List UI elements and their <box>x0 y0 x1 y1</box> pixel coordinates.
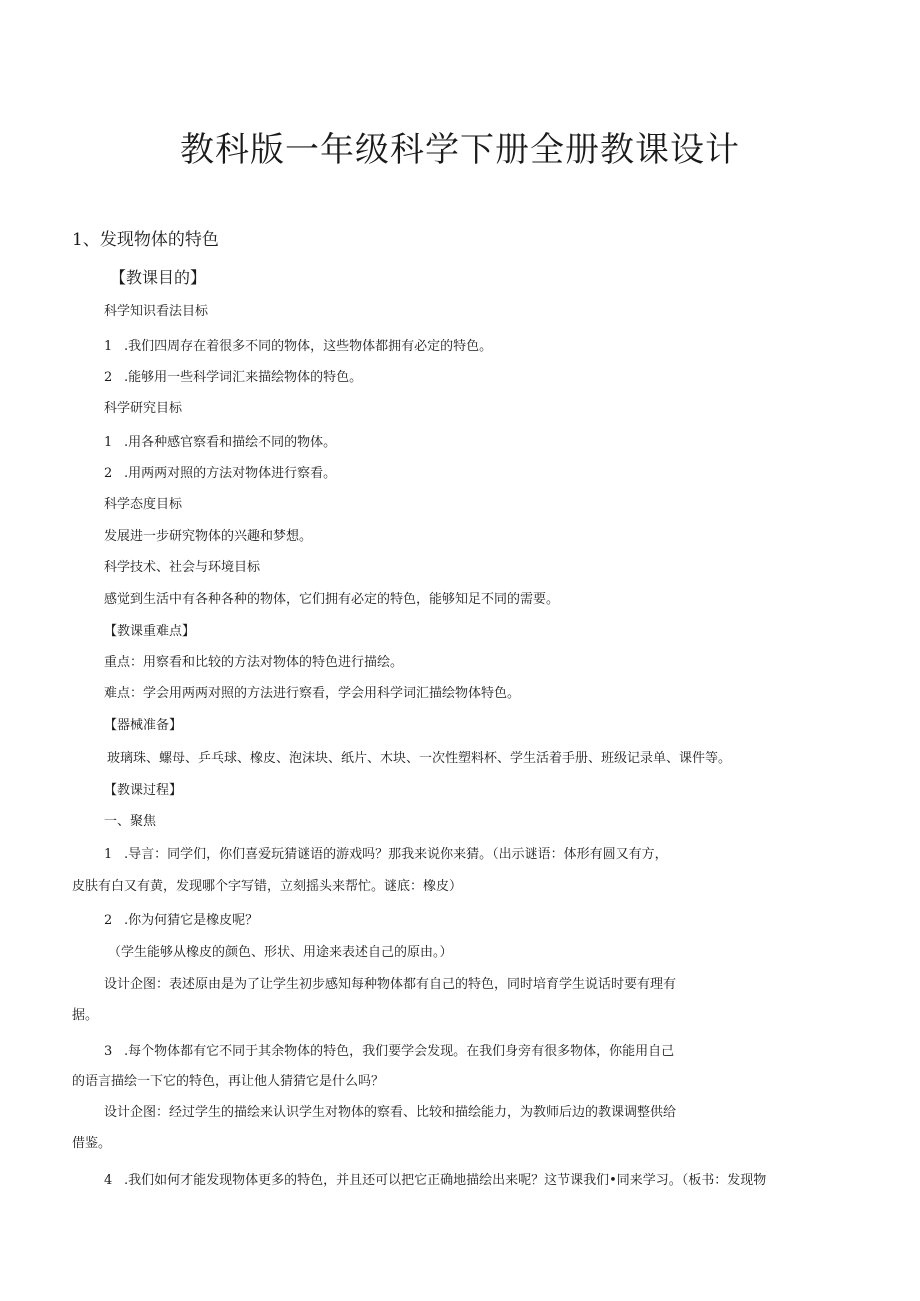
difficulty-text: 难点：学会用两两对照的方法进行察看，学会用科学词汇描绘物体特色。 <box>104 686 521 701</box>
item-text: .我们四周存在着很多不同的物体，这些物体都拥有必定的特色。 <box>124 339 493 354</box>
item-text: .用各种感官察看和描绘不同的物体。 <box>124 435 337 450</box>
inquiry-item-1 <box>104 434 336 452</box>
key-points-heading: 【教课重难点】 <box>104 624 196 639</box>
document-title: 教科版一年级科学下册全册教课设计 <box>180 130 740 170</box>
step-text: .每个物体都有它不同于其余物体的特色，我们要学会发现。在我们身旁有很多物体，你能用自己 <box>124 1044 675 1059</box>
step-text: .你为何猜它是橡皮呢？ <box>124 913 259 928</box>
step-3-line-1 <box>104 1043 674 1061</box>
step-number: 1 <box>104 847 113 862</box>
sts-text: 感觉到生活中有各种各种的物体，它们拥有必定的特色，能够知足不同的需要。 <box>104 592 560 607</box>
design-intent-2-line-2: 借鉴。 <box>72 1136 112 1151</box>
item-number: 1 <box>104 339 113 354</box>
attitude-text: 发展进一步研究物体的兴趣和梦想。 <box>104 529 313 544</box>
step-text: .我们如何才能发现物体更多的特色，并且还可以把它正确地描绘出来呢？这节课我们•同来学习。（板书：发现物 <box>124 1173 767 1188</box>
step-1-line-1 <box>104 846 668 864</box>
inquiry-goal-label: 科学研究目标 <box>104 401 183 416</box>
process-heading: 【教课过程】 <box>104 783 183 798</box>
step-4 <box>104 1172 766 1190</box>
part-one-heading: 一、聚焦 <box>104 814 157 829</box>
section-heading: 1、发现物体的特色 <box>72 230 219 250</box>
step-number: 4 <box>104 1173 113 1188</box>
design-intent-1-line-1: 设计企图：表述原由是为了让学生初步感知每种物体都有自己的特色，同时培育学生说话时要有理有 <box>104 977 677 992</box>
step-text: .导言：同学们，你们喜爱玩猜谜语的游戏吗？那我来说你来猜。（出示谜语：体形有圆又有方， <box>124 847 668 862</box>
sts-goal-label: 科学技术、社会与环境目标 <box>104 560 261 575</box>
knowledge-item-1 <box>104 338 492 356</box>
design-intent-2-line-1: 设计企图：经过学生的描绘来认识学生对物体的察看、比较和描绘能力，为教师后边的教课调整供给 <box>104 1105 677 1120</box>
attitude-goal-label: 科学态度目标 <box>104 497 183 512</box>
step-2-note: （学生能够从橡皮的颜色、形状、用途来表述自己的原由。） <box>108 945 453 960</box>
step-2 <box>104 912 258 930</box>
step-3-line-2: 的语言描绘一下它的特色，再让他人猜猜它是什么吗？ <box>72 1074 385 1089</box>
objectives-heading: 【教课目的】 <box>110 268 207 287</box>
knowledge-item-2 <box>104 369 362 387</box>
item-number: 1 <box>104 435 113 450</box>
item-text: .能够用一些科学词汇来描绘物体的特色。 <box>124 370 363 385</box>
step-number: 3 <box>104 1044 113 1059</box>
inquiry-item-2 <box>104 465 336 483</box>
design-intent-1-line-2: 据。 <box>72 1008 99 1023</box>
item-number: 2 <box>104 466 113 481</box>
step-number: 2 <box>104 913 113 928</box>
item-number: 2 <box>104 370 113 385</box>
knowledge-goal-label: 科学知识看法目标 <box>104 304 209 319</box>
equipment-text: 玻璃珠、螺母、乒乓球、橡皮、泡沫块、纸片、木块、一次性塑料杯、学生活着手册、班级记录单、课件等。 <box>107 751 732 766</box>
step-1-line-2: 皮肤有白又有黄，发现哪个字写错，立刻摇头来帮忙。谜底：橡皮） <box>72 879 463 894</box>
key-point-text: 重点：用察看和比较的方法对物体的特色进行描绘。 <box>104 655 404 670</box>
item-text: .用两两对照的方法对物体进行察看。 <box>124 466 337 481</box>
equipment-heading: 【器械准备】 <box>104 718 183 733</box>
